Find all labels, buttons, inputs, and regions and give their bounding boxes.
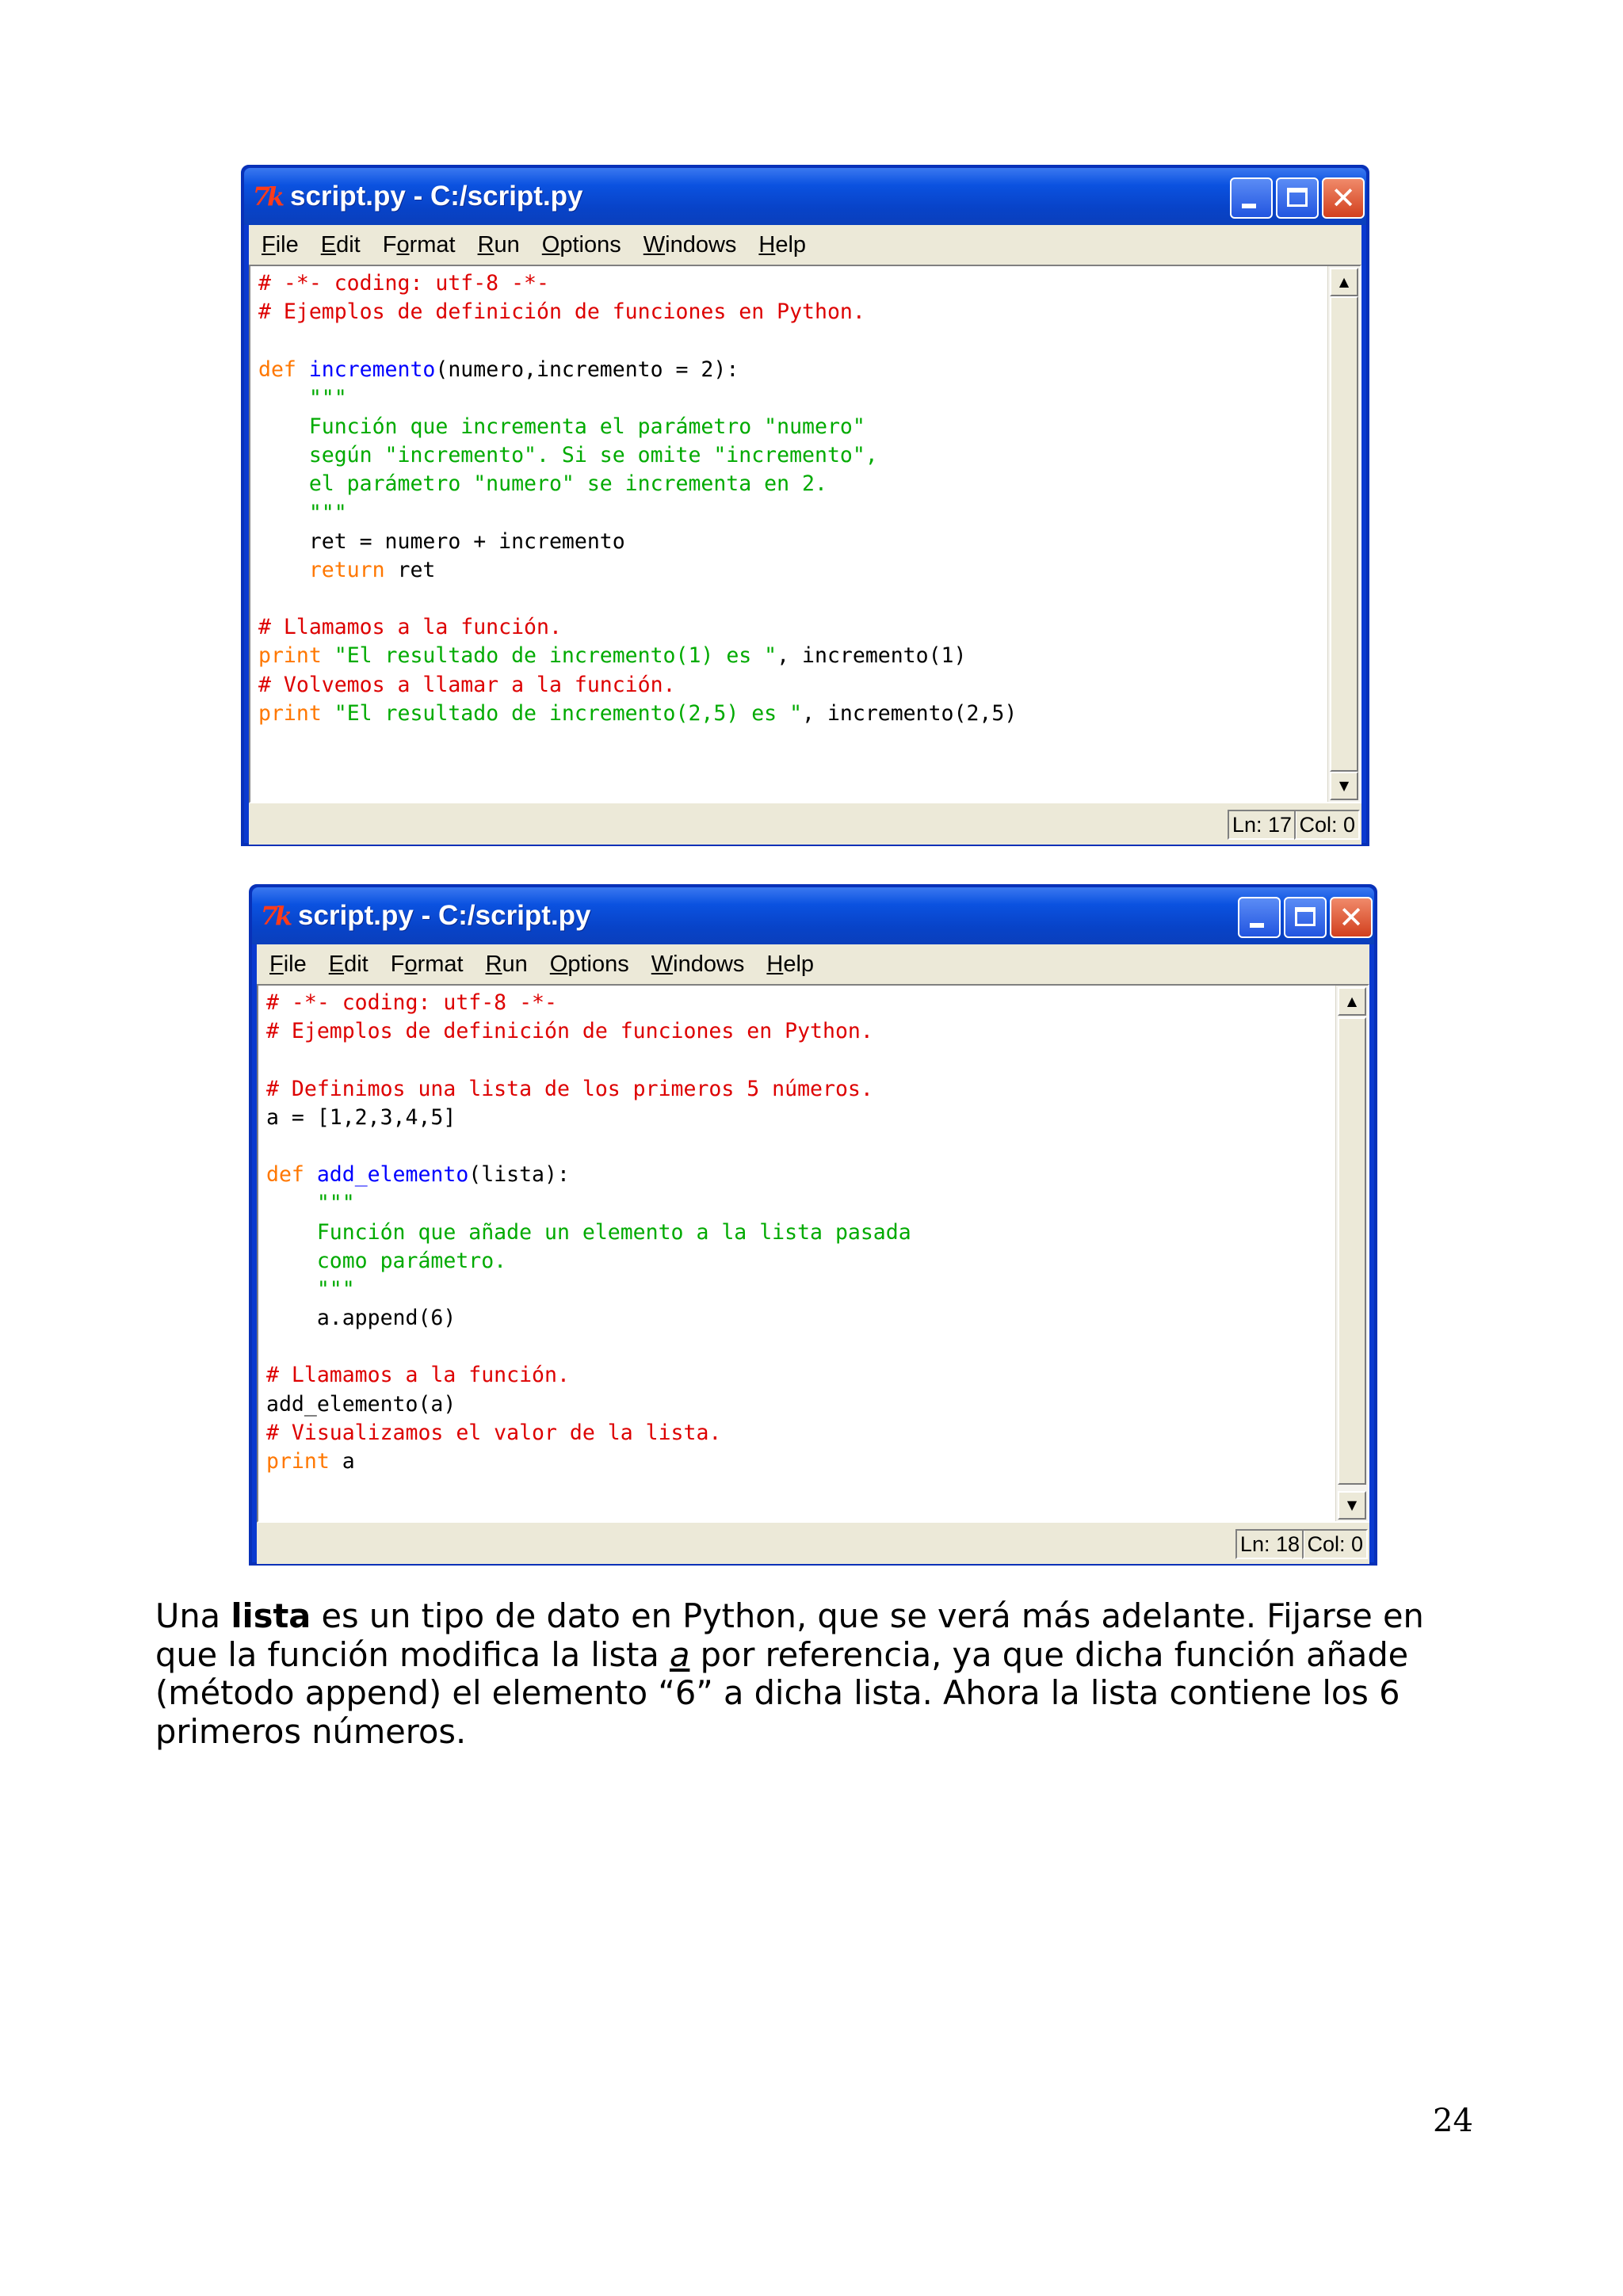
code-line: print "El resultado de incremento(1) es ", incremento(1) [258,643,967,669]
code-line: # Definimos una lista de los primeros 5 números. [266,1076,873,1101]
code-text[interactable] [266,989,1333,1518]
code-line: add_elemento(a) [266,1391,456,1417]
close-icon: ✕ [1331,181,1356,215]
window-title: script.py - C:/script.py [290,181,583,212]
code-line [266,1132,1333,1161]
code-line: # -*- coding: utf-8 -*- [258,271,549,296]
maximize-button[interactable] [1284,897,1327,938]
code-line: # Llamamos a la función. [258,615,562,640]
code-line: # Ejemplos de definición de funciones en Python. [258,299,865,325]
code-line: print "El resultado de incremento(2,5) es ", incremento(2,5) [258,700,1018,726]
code-line: Función que añade un elemento a la lista pasada [266,1219,911,1245]
idle-editor-window-1 [241,165,1369,846]
code-line: def incremento(numero,incremento = 2): [258,357,739,382]
close-button[interactable] [1330,897,1373,938]
tk-icon: 7k [260,901,290,931]
code-line: ret = numero + incremento [258,528,625,554]
scroll-down-button[interactable] [1338,1491,1366,1520]
scroll-up-button[interactable] [1338,987,1366,1016]
window-controls [1238,897,1373,938]
status-line: Ln: 18 [1235,1529,1304,1559]
code-line: # Ejemplos de definición de funciones en Python. [266,1019,873,1044]
code-line [266,1046,1333,1074]
menu-help[interactable]: Help [766,951,815,977]
code-line: a.append(6) [266,1306,456,1331]
menu-run[interactable]: Run [477,231,520,257]
code-line: """ [266,1191,355,1216]
menu-edit[interactable]: Edit [328,951,369,977]
minimize-button[interactable] [1238,897,1281,938]
code-text[interactable] [258,269,1325,799]
code-line [258,585,1325,613]
code-line: return ret [308,557,436,582]
window-title: script.py - C:/script.py [298,900,591,931]
menu-bar [257,944,1369,984]
arrow-down-icon: ▼ [1346,1497,1358,1512]
window-controls [1230,177,1365,219]
vertical-scrollbar[interactable] [1335,986,1368,1521]
code-line: # Llamamos a la función. [266,1363,570,1388]
code-line: """ [258,385,347,410]
close-icon: ✕ [1338,900,1364,935]
maximize-button[interactable] [1276,177,1319,219]
status-column: Col: 0 [1294,810,1360,840]
scroll-up-button[interactable] [1330,268,1358,296]
code-line: # Volvemos a llamar a la función. [258,672,676,697]
code-line: # Visualizamos el valor de la lista. [266,1420,722,1445]
maximize-icon [1295,907,1316,926]
arrow-up-icon: ▲ [1338,274,1350,289]
code-line: según "incremento". Si se omite "incremento", [258,443,878,468]
paragraph-text: es un tipo de dato en Python, que se verá más adelante. Fijarse en que la función modifica la lista [155,1596,1424,1674]
close-button[interactable] [1322,177,1365,219]
scroll-thumb[interactable] [1338,1017,1366,1485]
menu-file[interactable]: File [269,951,307,977]
variable-a: a [669,1634,690,1674]
menu-options[interactable]: Options [541,231,621,257]
minimize-button[interactable] [1230,177,1273,219]
paragraph-text: Una [155,1596,231,1635]
code-line: el parámetro "numero" se incrementa en 2. [258,471,827,497]
menu-file[interactable]: File [262,231,299,257]
code-line: print a [266,1449,355,1474]
code-editor[interactable] [249,265,1361,803]
menu-bar [249,225,1361,265]
code-line: a = [1,2,3,4,5] [266,1104,456,1130]
code-line: # -*- coding: utf-8 -*- [266,990,557,1015]
arrow-down-icon: ▼ [1338,778,1350,793]
title-bar[interactable] [252,887,1374,944]
status-bar [249,803,1361,845]
idle-editor-window-2 [249,884,1377,1566]
explanation-paragraph [155,1597,1487,1751]
minimize-icon [1242,204,1256,208]
paragraph-text: por referencia, ya que dicha función añade (método append) el elemento “6” a dicha lista. Ahora la lista contiene los 6 primeros números. [155,1634,1409,1751]
vertical-scrollbar[interactable] [1327,266,1360,802]
keyword-lista: lista [231,1596,311,1635]
code-line: """ [258,500,347,525]
scroll-down-button[interactable] [1330,772,1358,800]
menu-format[interactable]: Format [382,231,456,257]
menu-windows[interactable]: Windows [643,231,737,257]
menu-edit[interactable]: Edit [320,231,361,257]
code-line: """ [266,1276,355,1302]
tk-icon: 7k [252,181,282,212]
menu-format[interactable]: Format [390,951,464,977]
arrow-up-icon: ▲ [1346,994,1358,1009]
code-line: Función que incrementa el parámetro "numero" [258,414,865,439]
page-number: 24 [1433,2103,1473,2139]
status-column: Col: 0 [1302,1529,1368,1559]
scroll-thumb[interactable] [1330,296,1358,772]
maximize-icon [1287,188,1308,207]
menu-options[interactable]: Options [549,951,629,977]
code-editor[interactable] [257,984,1369,1523]
menu-run[interactable]: Run [485,951,528,977]
menu-help[interactable]: Help [758,231,807,257]
title-bar[interactable] [244,168,1366,225]
menu-windows[interactable]: Windows [651,951,745,977]
minimize-icon [1250,923,1264,928]
code-line [258,326,1325,355]
status-bar [257,1523,1369,1564]
status-line: Ln: 17 [1228,810,1296,840]
code-line: def add_elemento(lista): [266,1162,570,1188]
code-line: como parámetro. [266,1248,507,1273]
code-line [266,1333,1333,1361]
